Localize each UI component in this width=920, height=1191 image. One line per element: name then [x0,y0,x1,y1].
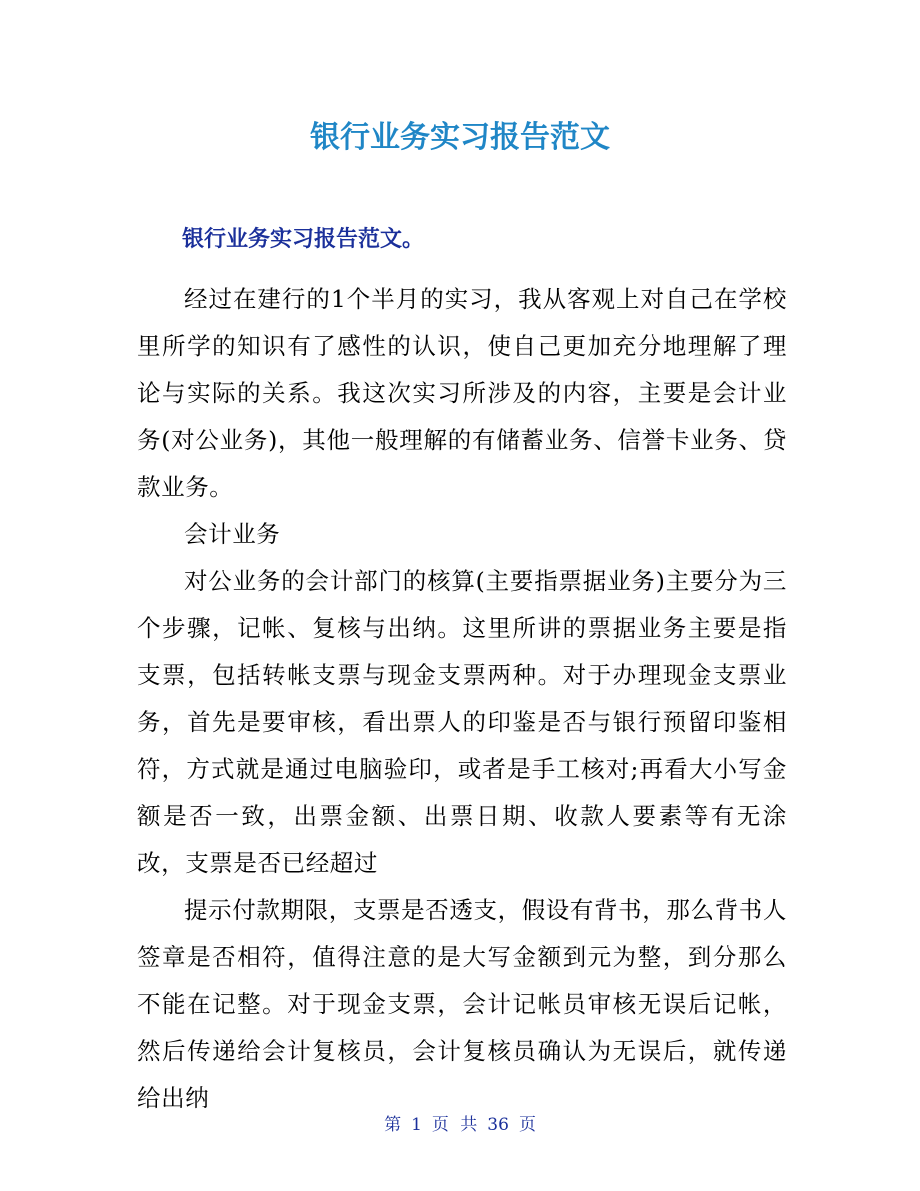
document-subtitle: 银行业务实习报告范文。 [182,227,425,252]
paragraph-intro: 经过在建行的1个半月的实习，我从客观上对自己在学校里所学的知识有了感性的认识，使自己更加充分地理解了理论与实际的关系。我这次实习所涉及的内容，主要是会计业务(对公业务)，其他一般理解的有储蓄业务、信誉卡业务、贷款业务。 [137,285,787,501]
footer-label-end: 页 [518,1115,536,1135]
footer-label-of: 页 共 [431,1115,478,1135]
page-footer [0,1112,920,1138]
paragraph-cheque-checks: 提示付款期限，支票是否透支，假设有背书，那么背书人签章是否相符，值得注意的是大写金额到元为整，到分那么不能在记整。对于现金支票，会计记帐员审核无误后记帐，然后传递给会计复核员，会计复核员确认为无误后，就传递给出纳 [137,896,787,1112]
document-title: 银行业务实习报告范文 [310,120,610,155]
paragraph-accounting: 对公业务的会计部门的核算(主要指票据业务)主要分为三个步骤，记帐、复核与出纳。这里所讲的票据业务主要是指支票，包括转帐支票与现金支票两种。对于办理现金支票业务，首先是要审核，看出票人的印鉴是否与银行预留印鉴相符，方式就是通过电脑验印，或者是手工核对;再看大小写金额是否一致，出票金额、出票日期、收款人要素等有无涂改，支票是否已经超过 [137,567,787,877]
footer-label-page: 第 [384,1115,402,1135]
footer-current-page: 1 [411,1115,422,1135]
section-heading-accounting: 会计业务 [184,520,281,548]
document-body [137,276,787,1122]
footer-total-pages: 36 [487,1115,509,1135]
